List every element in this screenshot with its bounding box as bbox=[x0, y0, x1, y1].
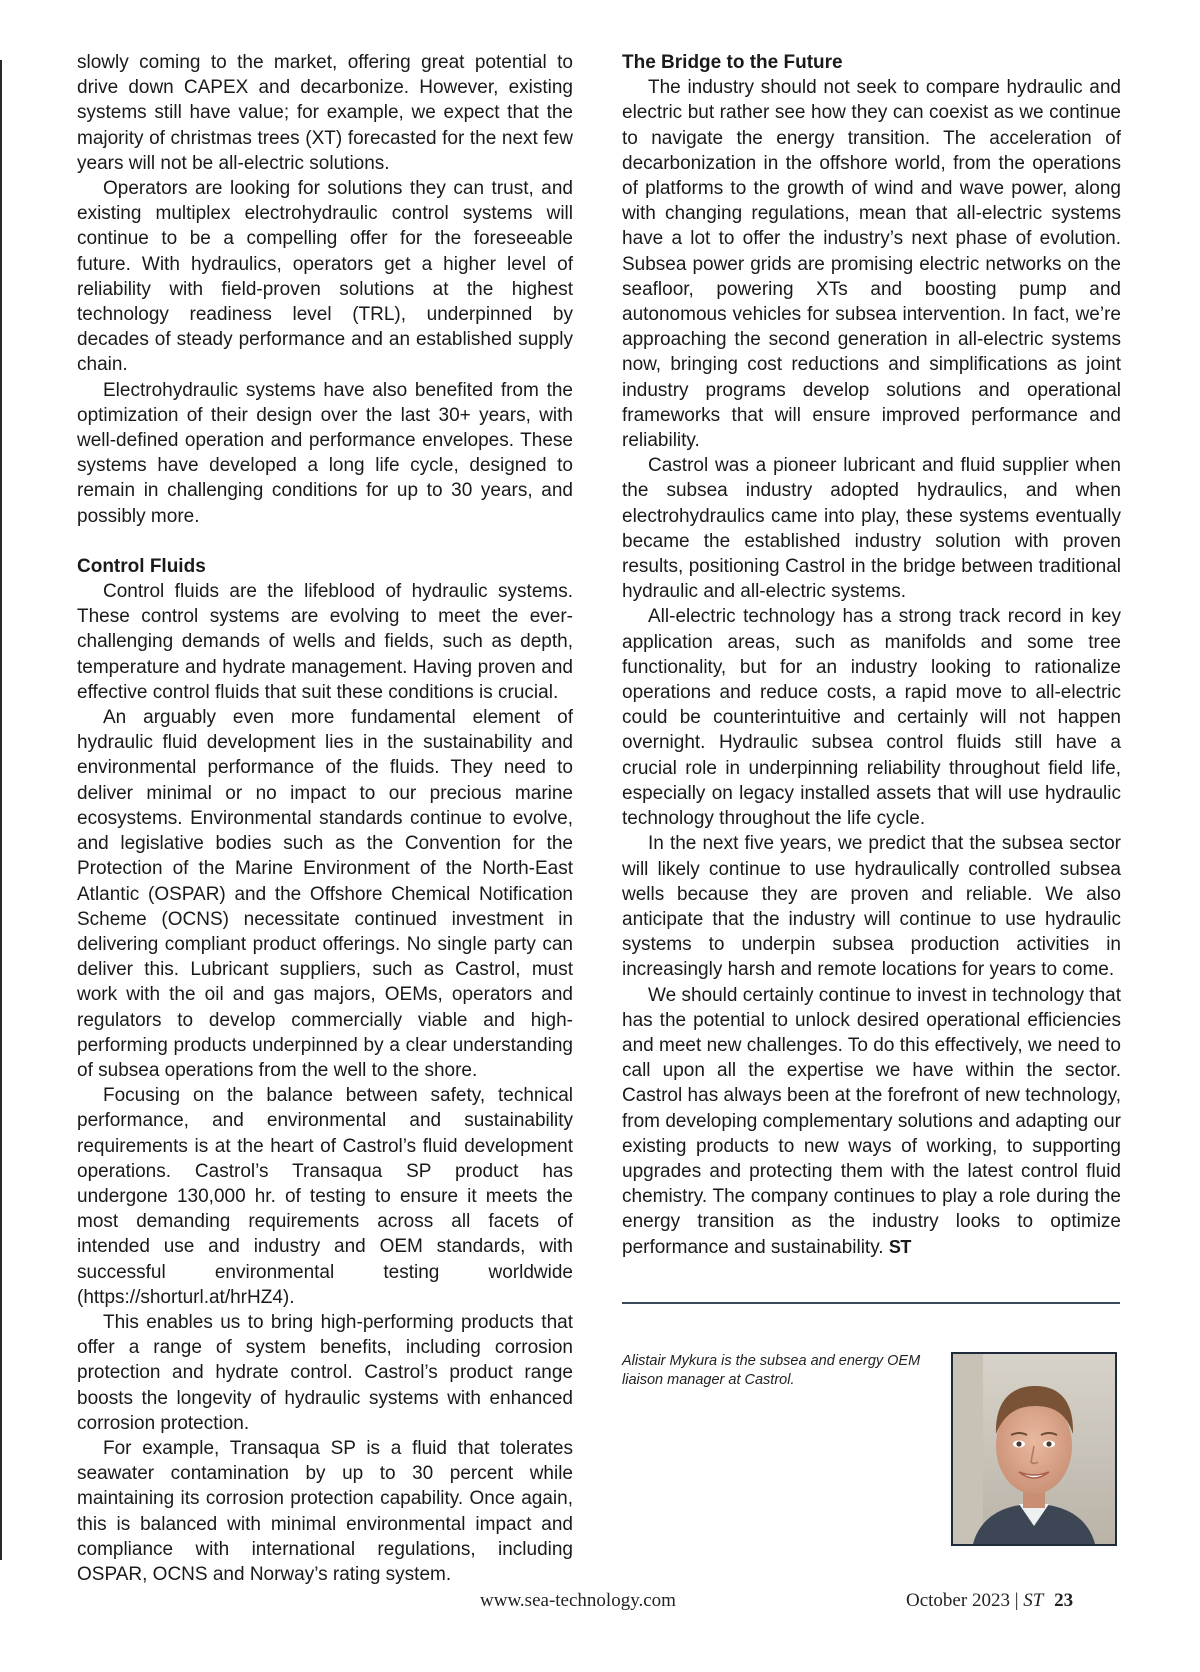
paragraph-continuation: slowly coming to the market, offering great potential to drive down CAPEX and decarbonize. However, existing systems still have value; for example, we expect that the majority of christmas trees (XT) forecasted for the next few years will not be all-electric solutions. bbox=[77, 52, 573, 174]
page-number: 23 bbox=[1054, 1590, 1074, 1611]
footer-issue-info bbox=[906, 1590, 1073, 1612]
section-heading-bridge: The Bridge to the Future bbox=[622, 52, 843, 73]
footer-date: October 2023 bbox=[906, 1590, 1010, 1611]
paragraph-lifeblood: Control fluids are the lifeblood of hydraulic systems. These control systems are evolving to meet the ever-challenging demands of wells and fields, such as depth, temperature and hydrate management. Having proven and effective control fluids that suit these conditions is crucial. bbox=[77, 581, 573, 703]
footer-website: www.sea-technology.com bbox=[480, 1590, 676, 1611]
end-of-article-mark: ST bbox=[888, 1236, 911, 1257]
author-photo bbox=[951, 1352, 1117, 1546]
bio-divider bbox=[622, 1302, 1120, 1304]
margin-rule bbox=[0, 60, 2, 1560]
paragraph-coexist: The industry should not seek to compare hydraulic and electric but rather see how they can coexist as we continue to navigate the energy transition. The acceleration of decarbonization in the offshore world, from the operations of platforms to the growth of wind and wave power, along with changing regulations, mean that all-electric systems have a lot to offer the industry’s next phase of evolution. Subsea power grids are promising electric networks on the seafloor, powering XTs and boosting pump and autonomous vehicles for subsea intervention. In fact, we’re approaching the second generation in all-electric systems now, bringing cost reductions and simplifications as joint industry programs develop solutions and operational frameworks that will ensure improved performance and reliability. bbox=[622, 77, 1121, 452]
right-column bbox=[622, 50, 1121, 1260]
section-heading-control-fluids: Control Fluids bbox=[77, 555, 206, 577]
paragraph-pioneer: Castrol was a pioneer lubricant and fluid supplier when the subsea industry adopted hydraulics, and when electrohydraulics came into play, these systems eventually became the established industry solution with proven results, positioning Castrol in the bridge between traditional hydraulic and all-electric systems. bbox=[622, 455, 1121, 603]
paragraph-five-years: In the next five years, we predict that the subsea sector will likely continue to use hydraulically controlled subsea wells because they are proven and reliable. We also anticipate that the industry will continue to use hydraulic systems to underpin subsea production activities in increasingly harsh and remote locations for years to come. bbox=[622, 833, 1121, 981]
paragraph-electrohydraulic: Electrohydraulic systems have also benefited from the optimization of their design over the last 30+ years, with well-defined operation and performance envelopes. These systems have developed a long life cycle, designed to remain in challenging conditions for up to 30 years, and possibly more. bbox=[77, 379, 573, 527]
author-bio: Alistair Mykura is the subsea and energy OEM liaison manager at Castrol. bbox=[622, 1353, 921, 1388]
paragraph-focusing: Focusing on the balance between safety, technical performance, and environmental and sustainability requirements is at the heart of Castrol’s fluid development operations. Castrol’s Transaqua SP product has undergone 130,000 hr. of testing to ensure it meets the most demanding requirements across all facets of intended use and industry and OEM standards, with successful environmental testing worldwide (https://shorturl.at/hrHZ4). bbox=[77, 1085, 573, 1308]
paragraph-track-record: All-electric technology has a strong track record in key application areas, such as manifolds and some tree functionality, but for an industry looking to rationalize operations and reduce costs, a rapid move to all-electric could be counterintuitive and certainly will not happen overnight. Hydraulic subsea control fluids still have a crucial role in underpinning reliability throughout field life, especially on legacy installed assets that will use hydraulic technology throughout the life cycle. bbox=[622, 606, 1121, 830]
paragraph-fundamental: An arguably even more fundamental element of hydraulic fluid development lies in the sustainability and environmental performance of the fluids. They need to deliver minimal or no impact to our precious marine ecosystems. Environmental standards continue to evolve, and legislative bodies such as the Convention for the Protection of the Marine Environment of the North-East Atlantic (OSPAR) and the Offshore Chemical Notification Scheme (OCNS) necessitate continued investment in delivering compliant product offerings. No single party can deliver this. Lubricant suppliers, such as Castrol, must work with the oil and gas majors, OEMs, operators and regulators to develop commercially viable and high-performing products underpinned by a clear understanding of subsea operations from the well to the shore. bbox=[77, 707, 573, 1081]
paragraph-invest bbox=[622, 983, 1121, 1260]
paragraph-invest-text: We should certainly continue to invest in technology that has the potential to unlock desired operational efficiencies and meet new challenges. To do this effectively, we need to call upon all the expertise we have within the sector. Castrol has always been at the forefront of new technology, from developing complementary solutions and adapting our existing products to new ways of working, to supporting upgrades and protecting them with the latest control fluid chemistry. The company continues to play a role during the energy transition as the industry looks to optimize performance and sustainability. bbox=[622, 984, 1121, 1258]
paragraph-enables: This enables us to bring high-performing products that offer a range of system benefits, including corrosion protection and hydrate control. Castrol’s product range boosts the longevity of hydraulic systems with enhanced corrosion protection. bbox=[77, 1311, 573, 1434]
author-portrait-image bbox=[953, 1354, 1115, 1544]
paragraph-operators: Operators are looking for solutions they can trust, and existing multiplex electrohydraulic control systems will continue to be a compelling offer for the foreseeable future. With hydraulics, operators get a higher level of reliability with field-proven solutions at the highest technology readiness level (TRL), underpinned by decades of steady performance and an established supply chain. bbox=[77, 178, 573, 376]
left-column bbox=[77, 50, 573, 1587]
footer-publication: ST bbox=[1023, 1590, 1044, 1611]
paragraph-example: For example, Transaqua SP is a fluid that tolerates seawater contamination by up to 30 percent while maintaining its corrosion protection capability. Once again, this is balanced with minimal environmental impact and compliance with international regulations, including OSPAR, OCNS and Norway’s rating system. bbox=[77, 1437, 573, 1585]
footer-separator: | bbox=[1014, 1590, 1019, 1611]
